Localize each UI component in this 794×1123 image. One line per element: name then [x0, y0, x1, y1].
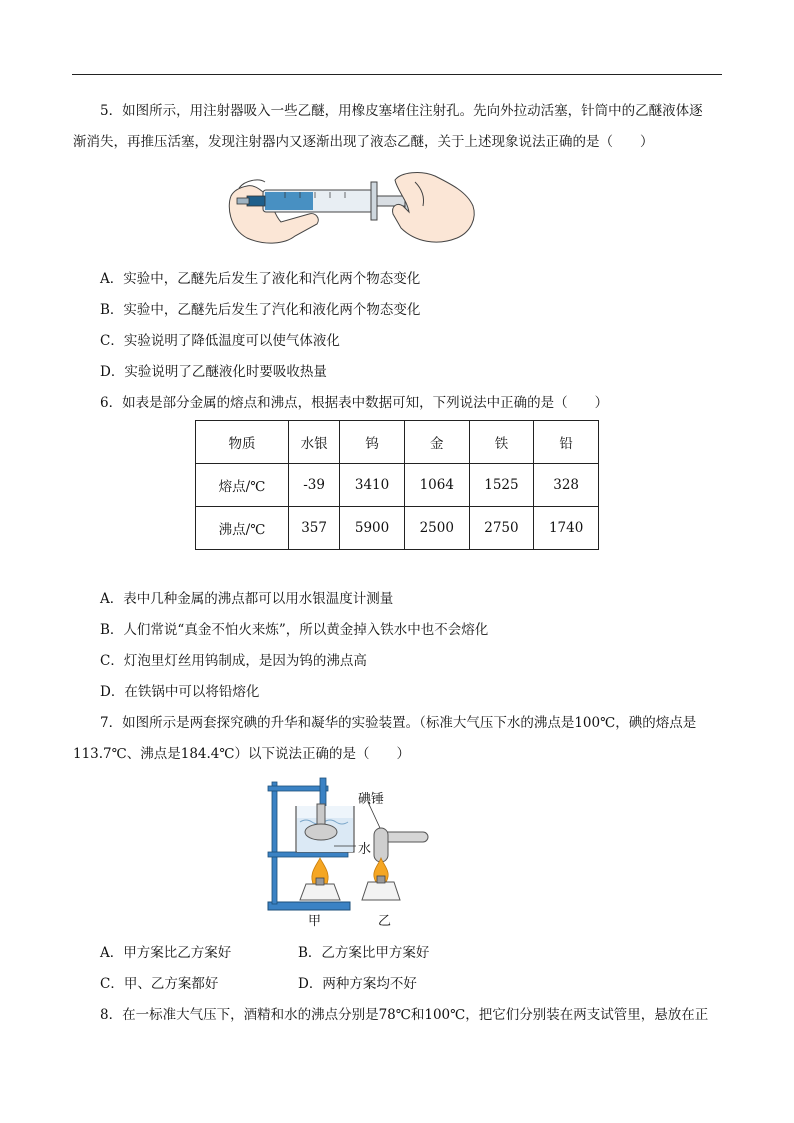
- table-cell: 5900: [340, 507, 405, 550]
- q6-text-line1: 6．如表是部分金属的熔点和沸点，根据表中数据可知，下列说法中正确的是（ ）: [100, 395, 609, 411]
- q5-text-line2: 渐消失，再推压活塞，发现注射器内又逐渐出现了液态乙醚，关于上述现象说法正确的是（ ）: [73, 134, 654, 150]
- table-cell: 铁: [469, 421, 534, 464]
- q7-option-d: D．两种方案均不好: [298, 976, 417, 992]
- syringe-figure: [225, 166, 477, 252]
- table-cell: 沸点/℃: [196, 507, 289, 550]
- setup-yi-label: 乙: [378, 914, 392, 929]
- table-header-row: [196, 421, 599, 464]
- q7-text-line2: 113.7℃、沸点是184.4℃）以下说法正确的是（ ）: [73, 746, 410, 762]
- q7-text-line1: 7．如图所示是两套探究碘的升华和凝华的实验装置。（标准大气压下水的沸点是100℃，碘的熔点是: [100, 715, 697, 731]
- q5-text-line1: 5．如图所示，用注射器吸入一些乙醚，用橡皮塞堵住注射孔。先向外拉动活塞，针筒中的乙醚液体逐: [100, 103, 703, 119]
- table-cell: 物质: [196, 421, 289, 464]
- table-cell: 金: [404, 421, 469, 464]
- table-cell: 熔点/℃: [196, 464, 289, 507]
- table-cell: 1064: [404, 464, 469, 507]
- q7-option-c: C．甲、乙方案都好: [100, 976, 219, 992]
- table-cell: 水银: [289, 421, 340, 464]
- iodine-apparatus-figure: [264, 774, 434, 932]
- q5-option-c: C．实验说明了降低温度可以使气体液化: [100, 333, 340, 349]
- table-cell: 钨: [340, 421, 405, 464]
- header-rule: [72, 74, 722, 75]
- table-row: [196, 507, 599, 550]
- table-cell: 1525: [469, 464, 534, 507]
- iodine-hammer-label: 碘锤: [358, 792, 385, 807]
- metal-table: [195, 420, 599, 550]
- table-cell: 328: [534, 464, 599, 507]
- q5-option-a: A．实验中，乙醚先后发生了液化和汽化两个物态变化: [100, 271, 421, 287]
- q6-option-d: D．在铁锅中可以将铅熔化: [100, 684, 260, 700]
- table-cell: 357: [289, 507, 340, 550]
- apparatus-drawing: [264, 774, 434, 932]
- q8-text-line1: 8．在一标准大气压下，酒精和水的沸点分别是78℃和100℃，把它们分别装在两支试管里，悬放在正: [100, 1007, 709, 1023]
- table-cell: 铅: [534, 421, 599, 464]
- table-row: [196, 464, 599, 507]
- table-cell: 2750: [469, 507, 534, 550]
- q6-option-c: C．灯泡里灯丝用钨制成，是因为钨的沸点高: [100, 653, 367, 669]
- water-label: 水: [358, 842, 372, 857]
- q5-option-b: B．实验中，乙醚先后发生了汽化和液化两个物态变化: [100, 302, 421, 318]
- table-cell: 3410: [340, 464, 405, 507]
- table-cell: -39: [289, 464, 340, 507]
- q7-option-a: A．甲方案比乙方案好: [100, 945, 232, 961]
- q7-option-b: B．乙方案比甲方案好: [298, 945, 430, 961]
- q5-option-d: D．实验说明了乙醚液化时要吸收热量: [100, 364, 327, 380]
- q6-option-b: B．人们常说“真金不怕火来炼”，所以黄金掉入铁水中也不会熔化: [100, 622, 489, 638]
- table-cell: 2500: [404, 507, 469, 550]
- table-cell: 1740: [534, 507, 599, 550]
- setup-jia-label: 甲: [308, 914, 322, 929]
- q6-option-a: A．表中几种金属的沸点都可以用水银温度计测量: [100, 591, 394, 607]
